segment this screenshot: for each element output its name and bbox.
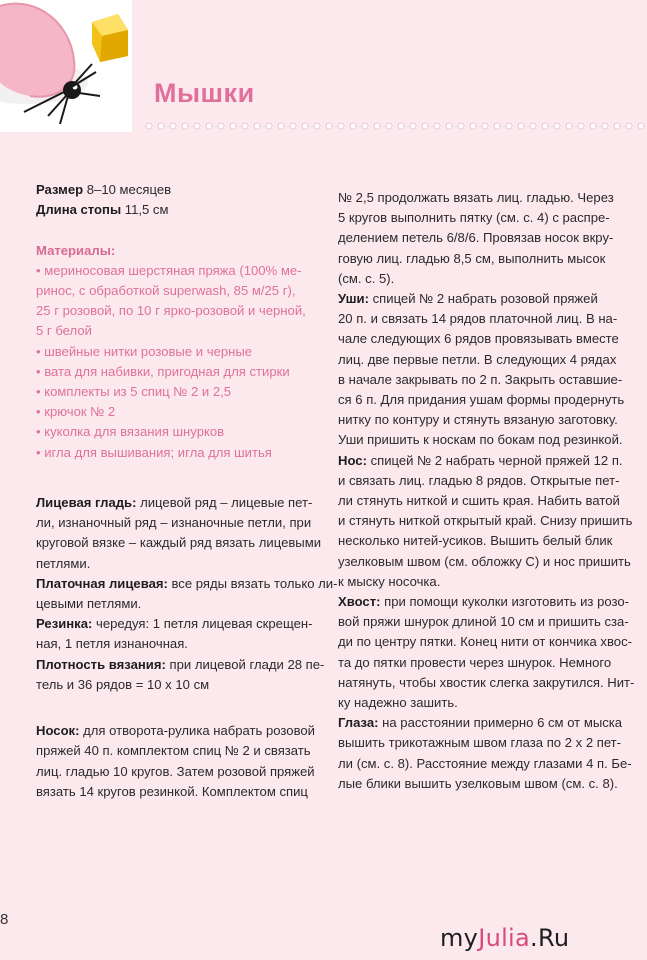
foot-length-line: Длина стопы 11,5 см <box>36 202 169 218</box>
dotted-divider <box>145 122 645 130</box>
paragraph-line: цевыми петлями. <box>36 596 142 612</box>
paragraph-line: ная, 1 петля изнаночная. <box>36 636 188 652</box>
size-line: Размер 8–10 месяцев <box>36 182 172 197</box>
paragraph-line: говую лиц. гладью 8,5 см, выполнить мысок <box>338 250 606 266</box>
paragraph-line: чале следующих 6 рядов провязывать вместе <box>338 331 619 347</box>
paragraph-line: лиц. гладью 10 кругов. Затем розовой пряжей <box>36 763 315 779</box>
page-title: Мышки <box>154 78 255 108</box>
paragraph-line: Носок: для отворота-рулика набрать розовой <box>36 723 315 739</box>
mouse-toy-photo <box>0 0 132 132</box>
paragraph-line: та до пятки провести через шнурок. Немного <box>338 654 612 670</box>
paragraph-line: пряжей 40 п. комплектом спиц № 2 и связать <box>36 743 311 759</box>
materials-item: • крючок № 2 <box>36 404 116 420</box>
paragraph-line: (см. с. 5). <box>338 270 395 286</box>
paragraph-line: в начале закрывать по 2 п. Закрыть оставшие- <box>338 371 623 387</box>
materials-title: Материалы: <box>36 242 116 258</box>
paragraph-line: несколько нитей-усиков. Вышить белый блик <box>338 533 613 549</box>
paragraph-line: Уши: спицей № 2 набрать розовой пряжей <box>338 291 598 307</box>
paragraph-line: вязать 14 кругов резинкой. Комплектом спиц <box>36 783 308 799</box>
paragraph-line: и связать лиц. гладью 8 рядов. Открытые пет- <box>338 472 620 488</box>
paragraph-line: лиц. две первые петли. В следующих 4 рядах <box>338 351 617 367</box>
materials-item: • куколка для вязания шнурков <box>36 424 225 440</box>
paragraph-line: ли, изнаночный ряд – изнаночные петли, при <box>36 515 312 531</box>
paragraph-line: 20 п. и связать 14 рядов платочной лиц. В на- <box>338 311 618 327</box>
materials-item: • вата для набивки, пригодная для стирки <box>36 363 290 379</box>
paragraph-line: натянуть, чтобы хвостик слегка закрутился. Нит- <box>338 674 635 690</box>
paragraph-line: ли стянуть ниткой и сшить края. Набить ватой <box>338 493 620 509</box>
page-number: 8 <box>0 911 9 928</box>
paragraph-line: круговой вязке – каждый ряд вязать лицевыми <box>36 535 322 551</box>
paragraph-line: вой пряжи шнурок длиной 10 см и пришить сза- <box>338 614 629 630</box>
paragraph-line: вышить трикотажным швом глаза по 2 х 2 пет- <box>338 735 622 751</box>
paragraph-line: ся 6 п. Для придания ушам формы продернуть <box>338 392 625 408</box>
paragraph-line: Лицевая гладь: лицевой ряд – лицевые пет- <box>36 495 313 511</box>
paragraph-line: № 2,5 продолжать вязать лиц. гладью. Через <box>338 190 614 205</box>
paragraph-line: ли (см. с. 8). Расстояние между глазами 4 п. Бе- <box>338 755 632 771</box>
paragraph-line: лые блики вышить узелковым швом (см. с. 8). <box>338 775 618 791</box>
paragraph-line: и стянуть ниткой открытый край. Снизу пришить <box>338 513 633 529</box>
materials-item: • игла для вышивания; игла для шитья <box>36 444 272 460</box>
materials-item: • мериносовая шерстяная пряжа (100% ме- <box>36 262 302 278</box>
paragraph-line: Уши пришить к носкам по бокам под резинкой. <box>338 432 623 448</box>
paragraph-line: Платочная лицевая: все ряды вязать только ли- <box>36 575 338 591</box>
paragraph-line: Хвост: при помощи куколки изготовить из розо- <box>338 594 629 610</box>
paragraph-line: Нос: спицей № 2 набрать черной пряжей 12 п. <box>338 452 623 468</box>
materials-item: • швейные нитки розовые и черные <box>36 343 253 359</box>
left-column <box>36 180 338 802</box>
right-column <box>338 188 635 794</box>
paragraph-line: тель и 36 рядов = 10 x 10 см <box>36 676 210 692</box>
paragraph-line: 5 кругов выполнить пятку (см. с. 4) с распре- <box>338 210 610 226</box>
paragraph-line: узелковым швом (см. обложку С) и нос пришить <box>338 553 631 569</box>
materials-item: 5 г белой <box>36 323 92 339</box>
paragraph-line: делением петель 6/8/6. Провязав носок вкру- <box>338 230 614 246</box>
paragraph-line: Глаза: на расстоянии примерно 6 см от мыска <box>338 715 623 731</box>
paragraph-line: нитку по контуру и стянуть вязаную заготовку. <box>338 412 618 428</box>
site-watermark: myJulia.Ru <box>440 924 570 952</box>
paragraph-line: ди по центру пятки. Конец нити от кончика хвос- <box>338 634 632 650</box>
paragraph-line: Резинка: чередуя: 1 петля лицевая скрещен- <box>36 616 313 632</box>
materials-item: 25 г розовой, по 10 г ярко-розовой и черной, <box>36 303 306 319</box>
materials-item: • комплекты из 5 спиц № 2 и 2,5 <box>36 384 232 400</box>
paragraph-line: к мыску носочка. <box>338 573 441 589</box>
paragraph-line: Плотность вязания: при лицевой глади 28 пе- <box>36 656 325 672</box>
paragraph-line: петлями. <box>36 555 91 571</box>
materials-item: ринос, с обработкой superwash, 85 м/25 г), <box>36 283 296 298</box>
paragraph-line: ку надежно зашить. <box>338 695 458 711</box>
